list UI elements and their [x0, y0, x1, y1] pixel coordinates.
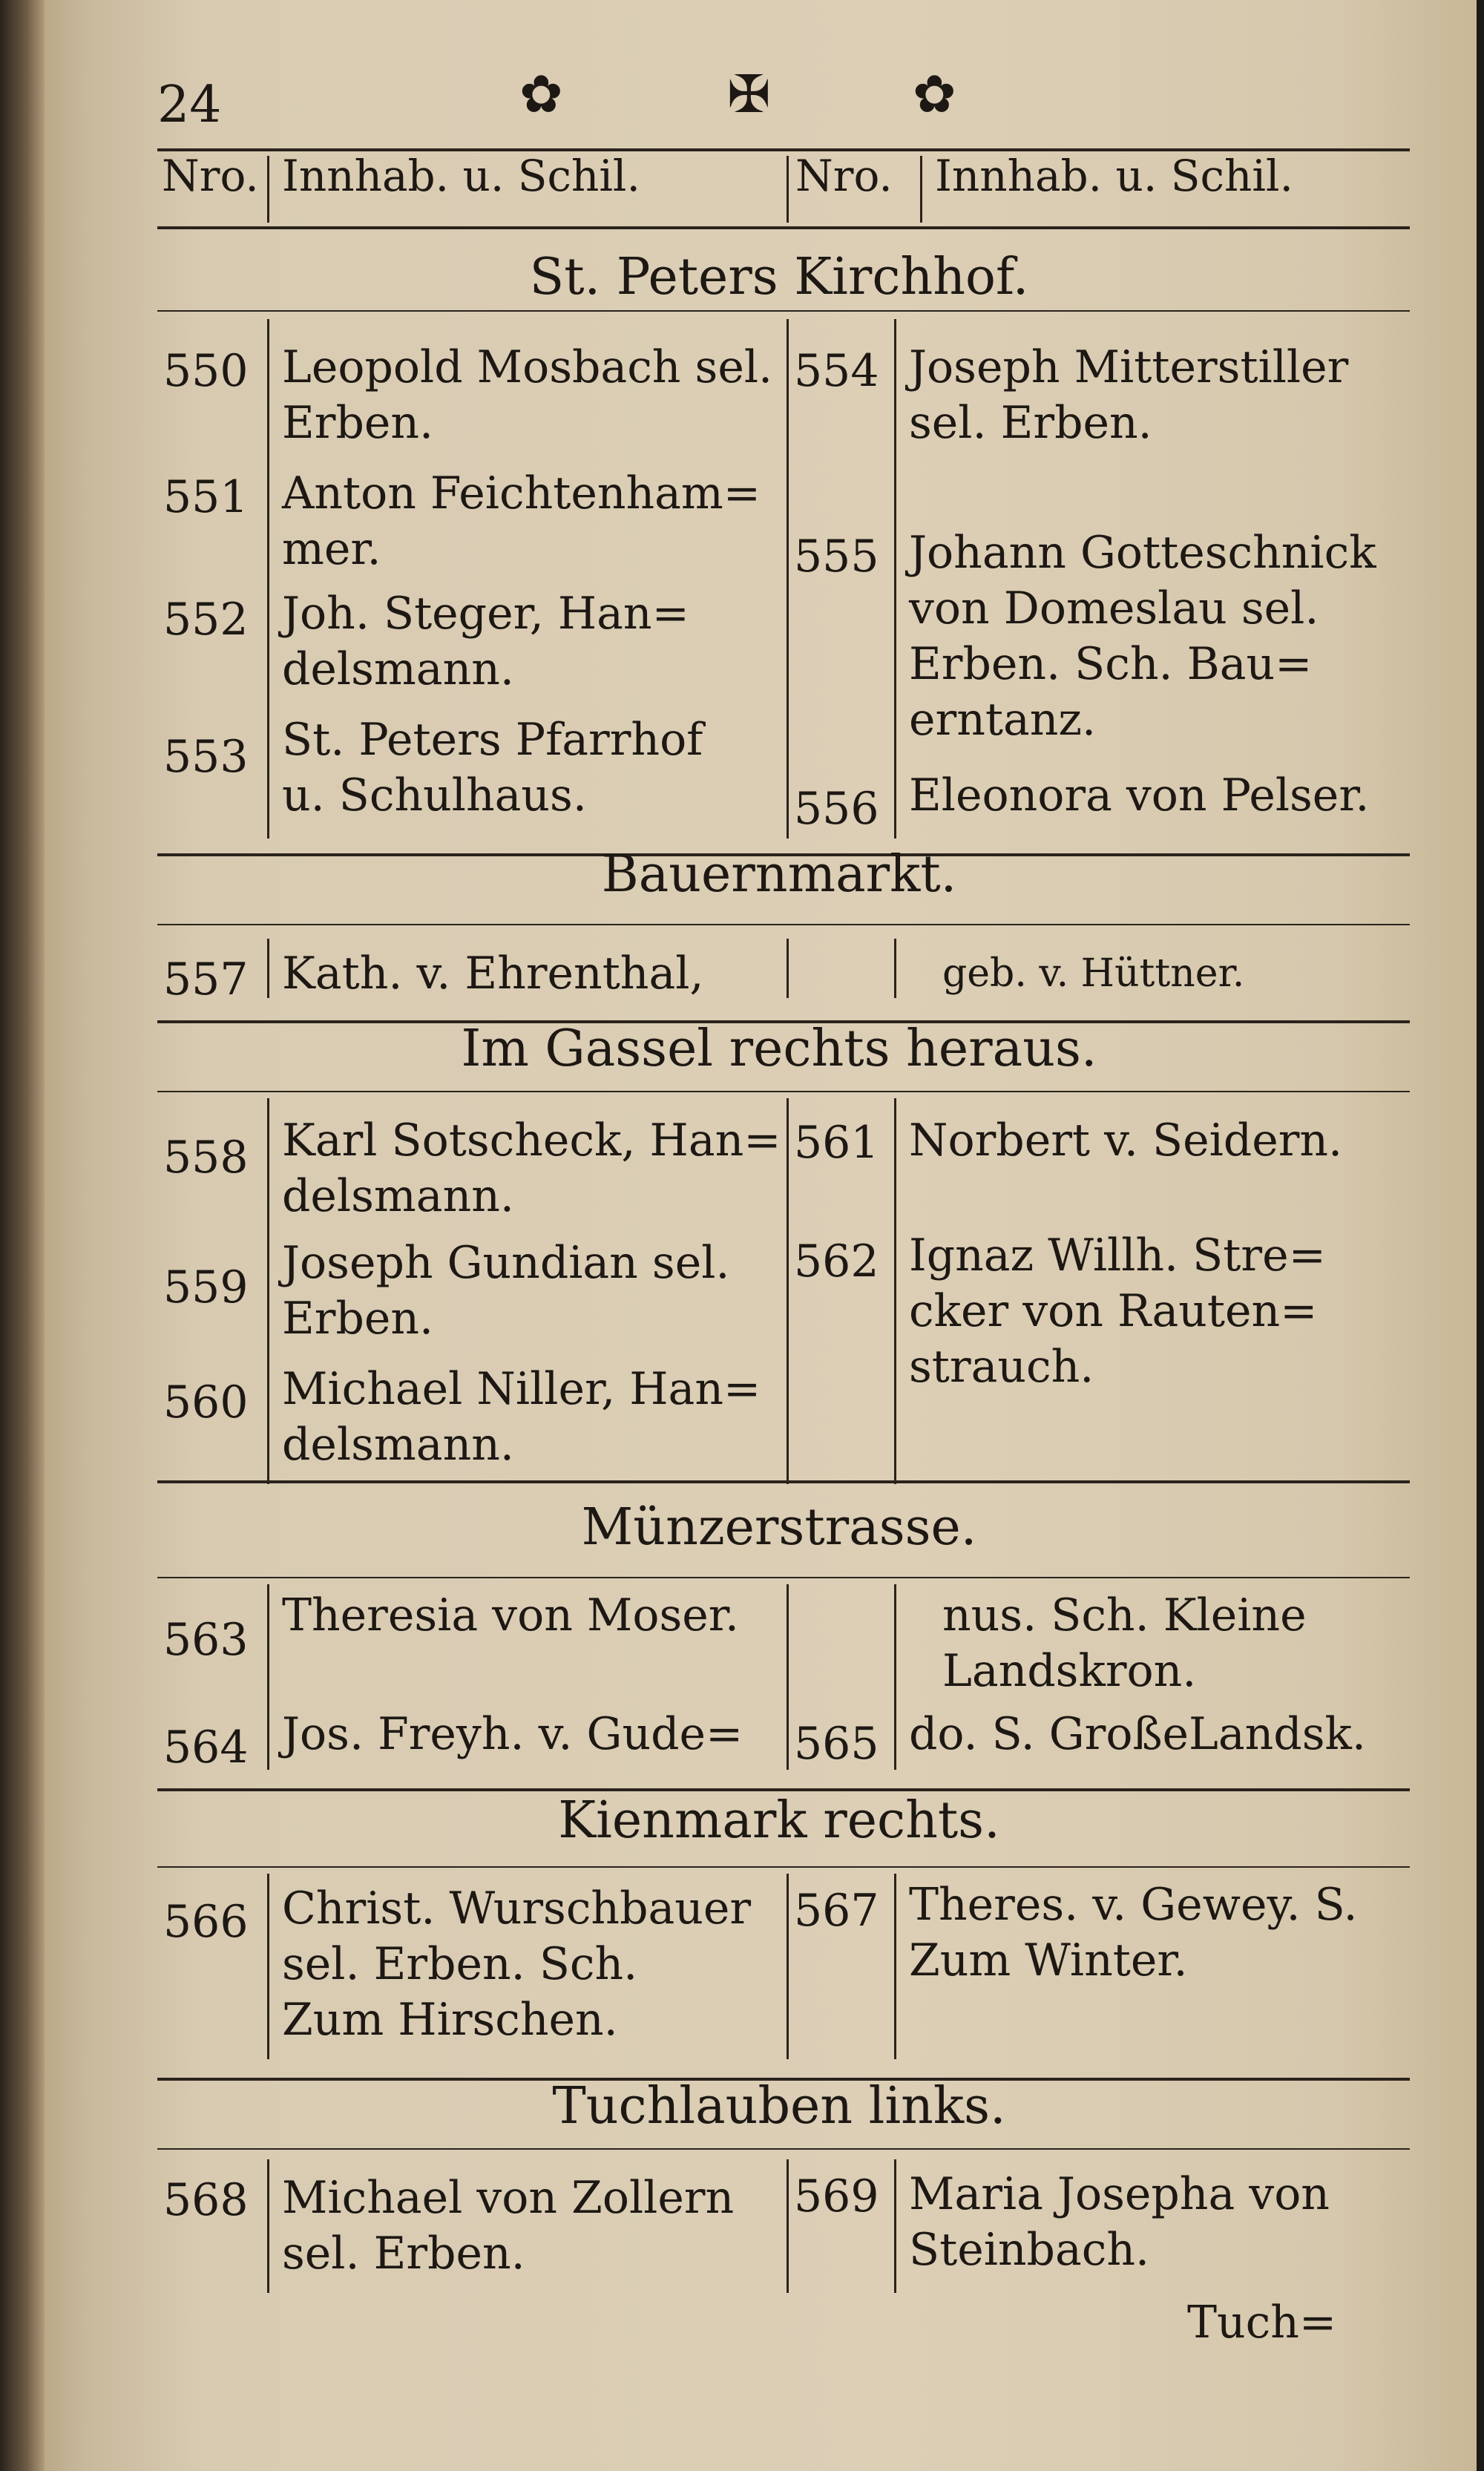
book-page [30, 0, 1477, 2471]
section-rule [157, 310, 1410, 312]
owner-entry: Leopold Mosbach sel. Erben. [282, 341, 773, 449]
column-divider [267, 1874, 269, 2059]
column-divider [894, 319, 896, 839]
column-divider [787, 939, 789, 998]
owner-entry: Kath. v. Ehrenthal, [282, 948, 704, 1000]
owner-entry: Jos. Freyh. v. Gude= [282, 1708, 743, 1760]
column-divider [894, 1098, 896, 1484]
header-nro-right: Nro. [795, 151, 893, 201]
house-number: 569 [794, 2170, 879, 2222]
owner-entry: do. S. GroßeLandsk. [909, 1708, 1366, 1760]
house-number: 564 [163, 1722, 249, 1773]
owner-entry: geb. v. Hüttner. [942, 951, 1245, 996]
owner-entry: Johann Gotteschnick von Domeslau sel. Erben. Sch. Bau= erntanz. [909, 527, 1376, 746]
street-heading: Bauernmarkt. [601, 845, 957, 904]
house-number: 558 [163, 1132, 249, 1184]
street-heading: Im Gassel rechts heraus. [461, 1020, 1097, 1078]
column-divider [787, 1098, 789, 1484]
house-number: 567 [794, 1885, 879, 1937]
section-rule [157, 924, 1410, 925]
house-number: 565 [794, 1718, 879, 1770]
owner-entry: Joh. Steger, Han= delsmann. [282, 588, 689, 695]
house-number: 563 [163, 1614, 249, 1666]
page-content [148, 0, 1410, 2471]
column-divider [267, 2159, 269, 2293]
house-number: 562 [794, 1236, 879, 1287]
house-number: 550 [163, 345, 249, 397]
owner-entry: Theres. v. Gewey. S. Zum Winter. [909, 1879, 1358, 1986]
house-number: 555 [794, 531, 879, 583]
owner-entry: Anton Feichtenham= mer. [282, 467, 761, 575]
section-rule [157, 1577, 1410, 1578]
column-divider [894, 1874, 896, 2059]
house-number: 552 [163, 594, 249, 646]
street-heading: St. Peters Kirchhof. [529, 248, 1029, 306]
column-divider [894, 1584, 896, 1770]
owner-entry: Karl Sotscheck, Han= delsmann. [282, 1115, 781, 1222]
owner-entry: Ignaz Willh. Stre= cker von Rauten= strauch. [909, 1230, 1326, 1393]
header-nro-left: Nro. [162, 151, 259, 201]
owner-entry: St. Peters Pfarrhof u. Schulhaus. [282, 714, 703, 821]
house-number: 551 [163, 471, 249, 523]
house-number: 560 [163, 1376, 249, 1428]
column-divider [787, 2159, 789, 2293]
header-col-left: Innhab. u. Schil. [282, 151, 640, 201]
page-number: 24 [157, 76, 222, 134]
house-number: 561 [794, 1117, 879, 1169]
owner-entry: Joseph Mitterstiller sel. Erben. [909, 341, 1349, 449]
owner-entry: Eleonora von Pelser. [909, 769, 1370, 821]
house-number: 557 [163, 954, 249, 1005]
section-rule [157, 2148, 1410, 2150]
house-number: 566 [163, 1896, 249, 1948]
column-divider [787, 1874, 789, 2059]
house-number: 553 [163, 731, 249, 783]
catchword: Tuch= [1187, 2297, 1337, 2349]
owner-entry: Theresia von Moser. [282, 1589, 739, 1641]
column-divider [787, 1584, 789, 1770]
ornament-cross-icon: ✠ [727, 64, 771, 125]
section-rule [157, 1866, 1410, 1868]
owner-entry: Joseph Gundian sel. Erben. [282, 1237, 730, 1345]
header-divider [267, 156, 269, 223]
header-col-right: Innhab. u. Schil. [935, 151, 1293, 201]
column-divider [267, 1584, 269, 1770]
header-rule [157, 226, 1410, 229]
section-rule [157, 1480, 1410, 1483]
column-divider [267, 939, 269, 998]
house-number: 568 [163, 2174, 249, 2226]
street-heading: Tuchlauben links. [552, 2077, 1006, 2136]
house-number: 559 [163, 1261, 249, 1313]
header-divider [787, 156, 789, 223]
column-divider [267, 1098, 269, 1484]
column-divider [787, 319, 789, 839]
owner-entry: Christ. Wurschbauer sel. Erben. Sch. Zum Hirschen. [282, 1883, 752, 2046]
column-divider [894, 2159, 896, 2293]
house-number: 554 [794, 345, 879, 397]
ornament-flower-icon: ✿ [913, 64, 956, 125]
owner-entry: nus. Sch. Kleine Landskron. [942, 1589, 1307, 1697]
header-divider [920, 156, 922, 223]
owner-entry: Maria Josepha von Steinbach. [909, 2168, 1330, 2276]
section-rule [157, 1091, 1410, 1092]
owner-entry: Norbert v. Seidern. [909, 1115, 1343, 1166]
street-heading: Münzerstrasse. [581, 1498, 977, 1557]
column-divider [894, 939, 896, 998]
owner-entry: Michael Niller, Han= delsmann. [282, 1363, 761, 1471]
column-divider [267, 319, 269, 839]
street-heading: Kienmark rechts. [558, 1791, 1000, 1850]
ornament-flower-icon: ✿ [519, 64, 563, 125]
house-number: 556 [794, 783, 879, 835]
owner-entry: Michael von Zollern sel. Erben. [282, 2172, 735, 2280]
